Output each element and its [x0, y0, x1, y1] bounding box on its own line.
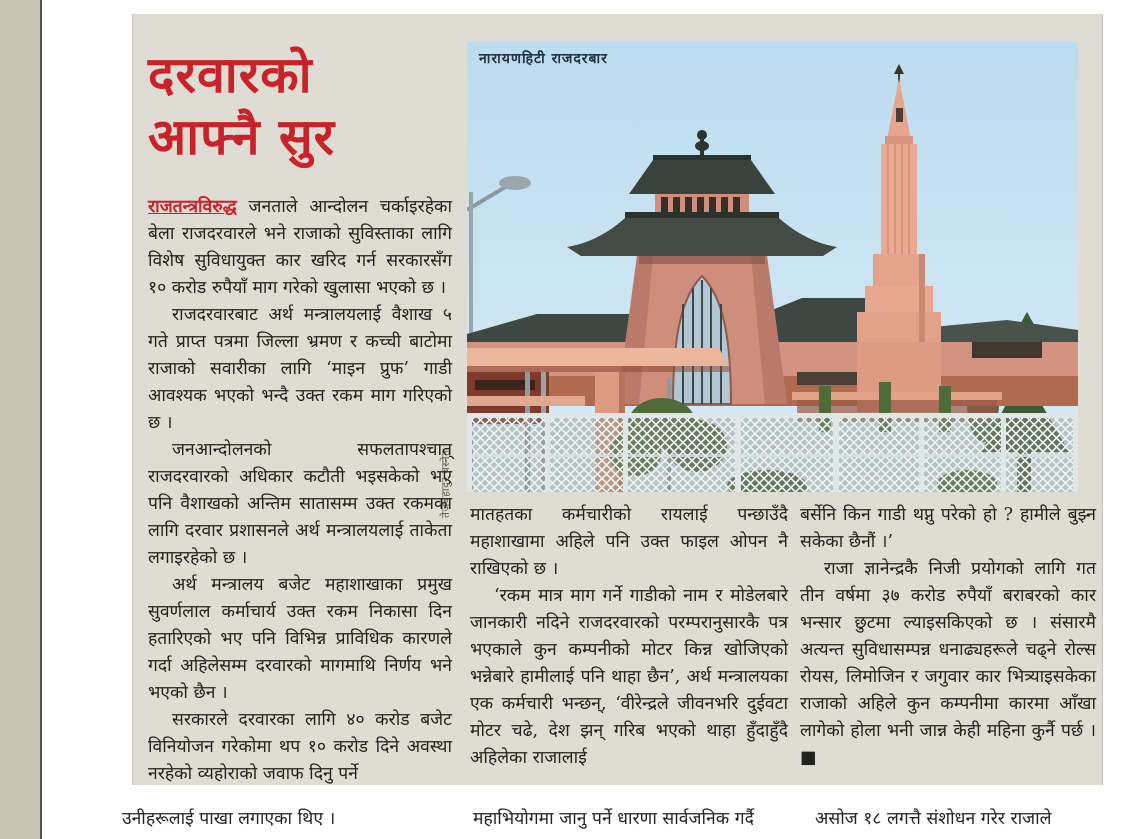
perimeter-fence	[467, 413, 1078, 492]
palace-photo-illustration	[467, 42, 1078, 492]
palace-photo	[467, 42, 1078, 492]
article-paragraph: अर्थ मन्त्रालय बजेट महाशाखाका प्रमुख सुवर्णलाल कर्माचार्य उक्त रकम निकासा दिन हतारिएको भए पनि विभिन्न प्राविधिक कारणले गर्दा अहिलेसम्म दरवारको मागमाथि निर्णय भने भएको छैन ।	[148, 575, 452, 703]
article-paragraph: जनआन्दोलनको सफलतापश्चात् राजदरवारको अधिकार कटौती भइसकेको भए पनि वैशाखको अन्तिम सातासम्म उक्त रकमका लागि दरवार प्रशासनले अर्थ मन्त्रालयलाई ताकेता लगाइरहेको छ ।	[148, 440, 452, 568]
newspaper-page	[133, 14, 1102, 785]
next-page-text-left: उनीहरूलाई पाखा लगाएका थिए ।	[122, 809, 336, 829]
photo-caption: नारायणहिटी राजदरबार	[479, 51, 608, 67]
article-column-3	[800, 502, 1096, 772]
article-column-2	[470, 502, 788, 772]
article-column-1	[148, 194, 452, 788]
article-paragraph: सरकारले दरवारका लागि ४० करोड बजेट विनियोजन गरेकोमा थप १० करोड दिने अवस्था नरहेको व्यहोराको जवाफ दिनु पर्ने	[148, 710, 452, 784]
article-paragraph: मातहतका कर्मचारीको रायलाई पन्छाउँदै महाशाखामा अहिले पनि उक्त फाइल ओपन नै राखिएको छ ।	[470, 505, 788, 579]
headline-line-2: आफ्नै सुर	[148, 107, 336, 166]
article-paragraph	[148, 194, 452, 302]
article-paragraph: राजदरवारबाट अर्थ मन्त्रालयलाई वैशाख ५ गते प्राप्त पत्रमा जिल्ला भ्रमण र कच्ची बाटोमा राजाको सवारीका लागि ‘माइन प्रुफ’ गाडी आवश्यक भएको भन्दै उक्त रकम माग गरिएको छ ।	[148, 305, 452, 433]
next-page-text-right: असोज १८ लगत्तै संशोधन गरेर राजाले	[815, 809, 1052, 829]
headline-line-1: दरवारको	[148, 45, 313, 104]
article-paragraph: ‘रकम मात्र माग गर्ने गाडीको नाम र मोडेलबारे जानकारी नदिने राजदरवारको परम्परानुसारकै पत्र भएकाले कुन कम्पनीको मोटर किन्न खोजिएको भन्नेबारे हामीलाई पनि थाहा छैन’, अर्थ मन्त्रालयका एक कर्मचारी भन्छन्, ‘वीरेन्द्रले जीवनभरि दुईवटा मोटर चढे, देश झन् गरिब भएको थाहा हुँदाहुँदै अहिलेका राजालाई	[470, 586, 788, 768]
paragraph-text: जनताले आन्दोलन चर्काइरहेका बेला राजदरवारले भने राजाको सुविस्ताका लागि विशेष सुविधायुक्त कार खरिद गर्न सरकारसँग १० करोड रुपैयाँ माग गरेको खुलासा भएको छ ।	[148, 197, 452, 298]
left-margin-strip	[0, 0, 42, 839]
article-paragraph: राजा ज्ञानेन्द्रकै निजी प्रयोगको लागि गत तीन वर्षमा ३७ करोड रुपैयाँ बराबरको कार भन्सार छुटमा ल्याइसकिएको छ । संसारमै अत्यन्त सुविधासम्पन्न धनाढ्यहरूले चढ्ने रोल्स रोयस, लिमोजिन र जगुवार कार भित्र्याइसकेका राजाको अहिले कुन कम्पनीमा कारमा आँखा लागेको होला भनी जान्न केही महिना कुर्नै पर्छ । ■	[800, 559, 1096, 768]
lead-word: राजतन्त्रविरुद्ध	[148, 197, 237, 217]
next-page-text-center: महाभियोगमा जानु पर्ने धारणा सार्वजनिक गर्दै	[473, 809, 754, 829]
article-headline	[148, 44, 466, 168]
article-paragraph: बर्सेनि किन गाडी थप्नु परेको हो ? हामीले बुझ्न सकेका छैनौं ।’	[800, 505, 1096, 552]
photo-credit: तेजबहादुर बस्नेत	[440, 449, 452, 518]
